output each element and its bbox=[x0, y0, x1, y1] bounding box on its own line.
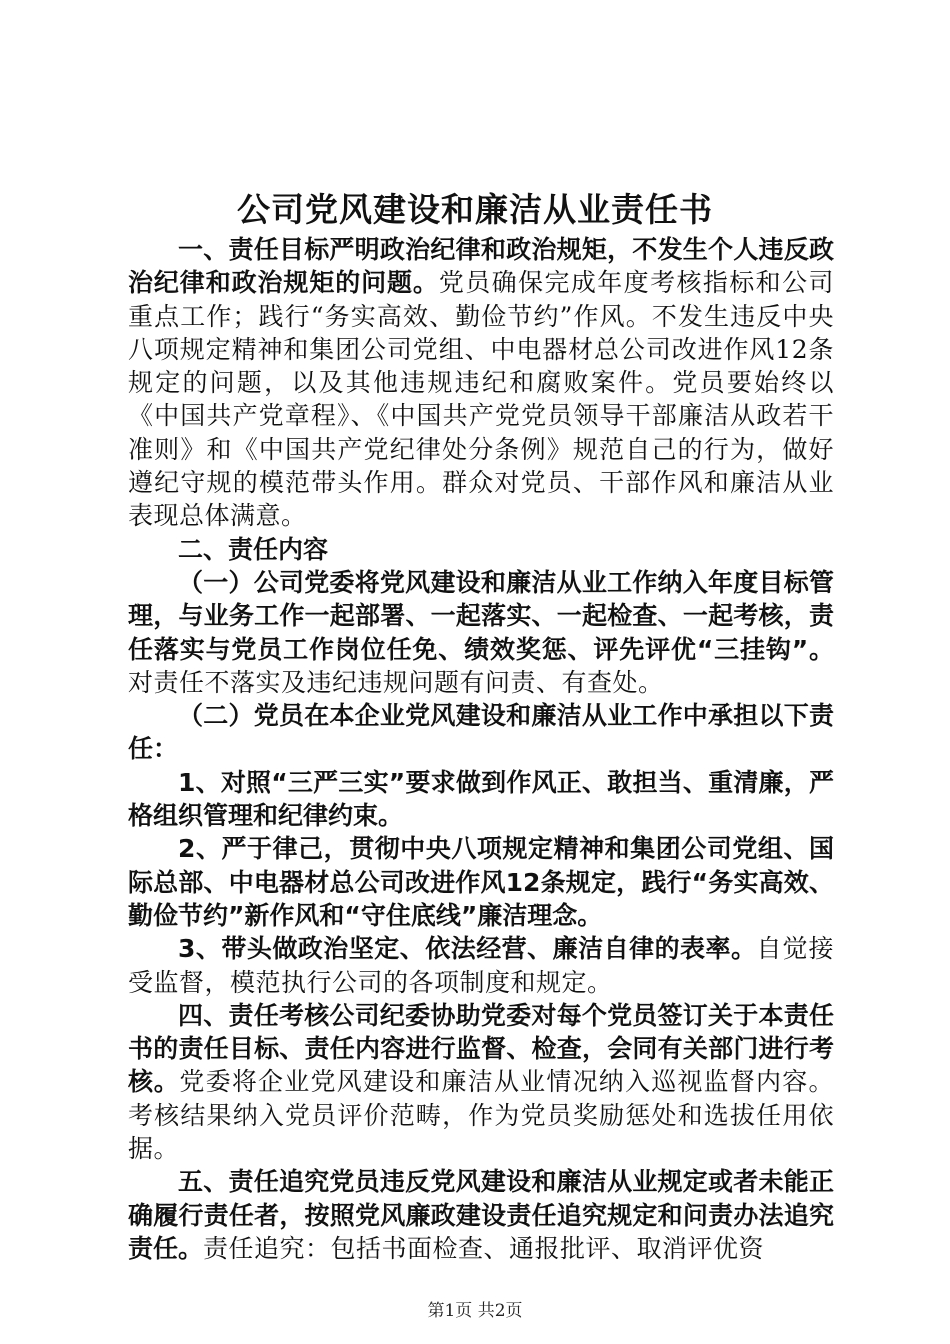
paragraph-regular-text: 对责任不落实及违纪违规问题有问责、有查处。 bbox=[128, 667, 664, 697]
paragraph-duty-2 bbox=[128, 833, 834, 933]
page-footer: 第1页 共2页 bbox=[427, 1301, 523, 1321]
paragraph-bold-text: 四、责任考核公司纪委协助党委对每个党员签订关于本责任书的责任目标、责任内容进行监督、检查，会同有关部门进行考核。 bbox=[128, 1000, 834, 1097]
paragraph-bold-text: （一）公司党委将党风建设和廉洁从业工作纳入年度目标管理，与业务工作一起部署、一起落实、一起检查、一起考核，责任落实与党员工作岗位任免、绩效奖惩、评先评优“三挂钩”。 bbox=[128, 567, 834, 664]
paragraph-bold-text: 二、责任内容 bbox=[178, 534, 329, 564]
paragraph-bold-text: 3、带头做政治坚定、依法经营、廉洁自律的表率。 bbox=[178, 934, 757, 964]
paragraph-accountability bbox=[128, 1166, 834, 1266]
paragraph-item-one bbox=[128, 567, 834, 700]
paragraph-regular-text: 党员确保完成年度考核指标和公司重点工作；践行“务实高效、勤俭节约”作风。不发生违反中央八项规定精神和集团公司党组、中电器材总公司改进作风12条规定的问题，以及其他违规违纪和腐败案件。党员要始终以《中国共产党章程》、《中国共产党党员领导干部廉洁从政若干准则》和《中国共产党纪律处分条例》规范自己的行为，做好遵纪守规的模范带头作用。群众对党员、干部作风和廉洁从业表现总体满意。 bbox=[128, 268, 834, 531]
paragraph-responsibility-assessment bbox=[128, 1000, 834, 1166]
paragraph-item-two bbox=[128, 700, 834, 767]
paragraph-bold-text: 五、责任追究党员违反党风建设和廉洁从业规定或者未能正确履行责任者，按照党风廉政建设责任追究规定和问责办法追究责任。 bbox=[128, 1167, 834, 1263]
paragraph-responsibility-content-heading bbox=[128, 534, 834, 567]
document-title: 公司党风建设和廉洁从业责任书 bbox=[237, 190, 713, 229]
document-body bbox=[128, 234, 834, 1266]
paragraph-duty-3 bbox=[128, 933, 834, 1000]
paragraph-duty-1 bbox=[128, 767, 834, 834]
paragraph-regular-text: 责任追究：包括书面检查、通报批评、取消评优资 bbox=[203, 1233, 765, 1263]
paragraph-regular-text: 党委将企业党风建设和廉洁从业情况纳入巡视监督内容。考核结果纳入党员评价范畴，作为党员奖励惩处和选拔任用依据。 bbox=[128, 1067, 834, 1164]
paragraph-bold-text: 2、严于律己，贯彻中央八项规定精神和集团公司党组、国际总部、中电器材总公司改进作风12条规定，践行“务实高效、勤俭节约”新作风和“守住底线”廉洁理念。 bbox=[128, 834, 834, 930]
paragraph-bold-text: 1、对照“三严三实”要求做到作风正、敢担当、重清廉，严格组织管理和纪律约束。 bbox=[128, 767, 834, 831]
paragraph-responsibility-goal bbox=[128, 234, 834, 534]
paragraph-bold-text: 一、责任目标严明政治纪律和政治规矩，不发生个人违反政治纪律和政治规矩的问题。 bbox=[128, 235, 834, 298]
paragraph-regular-text: 自觉接受监督，模范执行公司的各项制度和规定。 bbox=[128, 934, 834, 997]
paragraph-bold-text: （二）党员在本企业党风建设和廉洁从业工作中承担以下责任： bbox=[128, 701, 834, 764]
